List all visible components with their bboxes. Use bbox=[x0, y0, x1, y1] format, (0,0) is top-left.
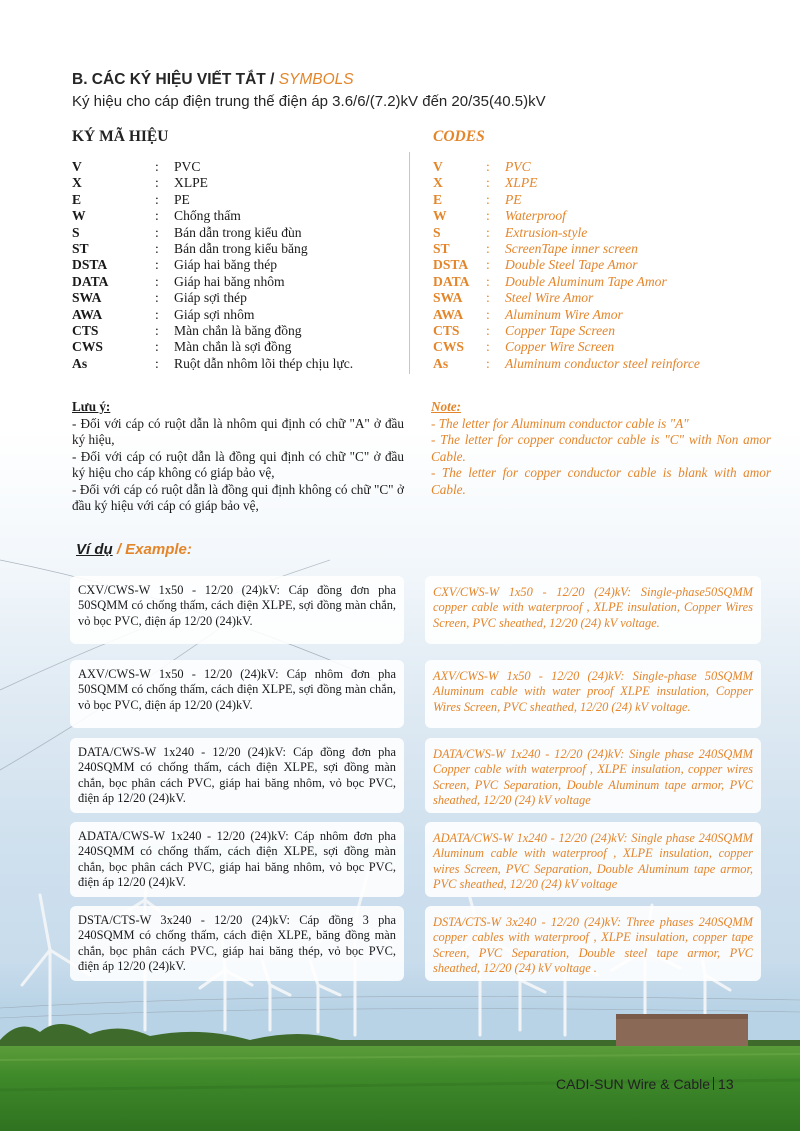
code-row: CTS : Màn chắn là băng đồng bbox=[72, 322, 302, 338]
note-line: - Đối với cáp có ruột dẫn là đồng qui định không có chữ "C" ở đầu ký hiệu với cáp có giáp bảo vệ, bbox=[72, 481, 404, 513]
note-en bbox=[431, 399, 771, 498]
section-title-vn: B. CÁC KÝ HIỆU VIẾT TẮT / bbox=[72, 71, 279, 88]
example-box-en-1: CXV/CWS-W 1x50 - 12/20 (24)kV: Single-phase50SQMM copper cable with waterproof , XLPE insulation, Copper Wires Screen, PVC sheathed, 12/20 (24) kV voltage. bbox=[425, 576, 761, 644]
footer-brand: CADI-SUN Wire & Cable bbox=[556, 1076, 711, 1092]
code-row: As : Aluminum conductor steel reinforce bbox=[433, 355, 700, 371]
footer-separator bbox=[713, 1077, 714, 1090]
note-line: - The letter for copper conductor cable is "C" with Non amor Cable. bbox=[431, 432, 771, 464]
codes-heading-en: CODES bbox=[433, 128, 485, 145]
code-row: W : Chống thấm bbox=[72, 208, 241, 224]
codes-list-vn bbox=[72, 159, 353, 372]
code-row: SWA : Giáp sợi thép bbox=[72, 290, 247, 306]
example-box-vn-4: ADATA/CWS-W 1x240 - 12/20 (24)kV: Cáp nhôm đơn pha 240SQMM có chống thấm, cách điện XLPE, sợi đồng màn chắn, bọc phân cách PVC, giáp hai băng nhôm, vỏ bọc PVC, điện áp 12/20 (24)kV. bbox=[70, 822, 404, 897]
code-row: X : XLPE bbox=[72, 175, 208, 191]
codes-list-en bbox=[433, 159, 700, 372]
note-vn bbox=[72, 399, 404, 515]
code-row: DSTA : Giáp hai băng thép bbox=[72, 257, 278, 273]
code-row: V : PVC bbox=[72, 159, 201, 174]
examples-heading-en: / Example: bbox=[112, 541, 192, 558]
code-row: ST : Bán dẫn trong kiểu băng bbox=[72, 240, 308, 256]
codes-heading-vn: KÝ MÃ HIỆU bbox=[72, 128, 169, 145]
code-row: DSTA : Double Steel Tape Amor bbox=[433, 257, 638, 273]
example-box-vn-5: DSTA/CTS-W 3x240 - 12/20 (24)kV: Cáp đồng 3 pha 240SQMM có chống thấm, cách điện XLPE, băng đồng màn chắn, bọc phân cách PVC, giáp hai băng thép, vỏ bọc PVC, điện áp 12/20 (24)kV. bbox=[70, 906, 404, 981]
code-row: DATA : Double Aluminum Tape Amor bbox=[433, 273, 667, 289]
code-row: CWS : Copper Wire Screen bbox=[433, 339, 615, 355]
note-title-en: Note: bbox=[431, 399, 462, 414]
code-row: S : Extrusion-style bbox=[433, 224, 588, 240]
code-row: E : PE bbox=[433, 191, 522, 207]
example-box-en-3: DATA/CWS-W 1x240 - 12/20 (24)kV: Single phase 240SQMM Copper cable with waterproof , XLPE insulation, copper wires Screen, PVC Separation, Double Aluminum tape armor, PVC sheathed, 12/20 (24) kV voltage bbox=[425, 738, 761, 813]
examples-heading-vn: Ví dụ bbox=[76, 541, 113, 558]
note-line: - Đối với cáp có ruột dẫn là đồng qui định có chữ "C" ở đầu ký hiệu cho cáp không có giáp bảo vệ, bbox=[72, 448, 404, 480]
example-box-vn-1: CXV/CWS-W 1x50 - 12/20 (24)kV: Cáp đồng đơn pha 50SQMM có chống thấm, cách điện XLPE, sợi đồng màn chắn, vỏ bọc PVC, điện áp 12/20 (24)kV. bbox=[70, 576, 404, 644]
example-box-vn-3: DATA/CWS-W 1x240 - 12/20 (24)kV: Cáp đồng đơn pha 240SQMM có chống thấm, cách điện XLPE, sợi đồng màn chắn, bọc phân cách PVC, giáp hai băng nhôm, vỏ bọc PVC, điện áp 12/20 (24)kV. bbox=[70, 738, 404, 813]
examples-heading bbox=[76, 541, 192, 558]
code-row: ST : ScreenTape inner screen bbox=[433, 240, 638, 256]
code-row: X : XLPE bbox=[433, 175, 538, 191]
code-row: E : PE bbox=[72, 191, 190, 207]
example-box-en-4: ADATA/CWS-W 1x240 - 12/20 (24)kV: Single phase 240SQMM Aluminum cable with waterproof , XLPE insulation, copper wires Screen, PVC Separation, Double Aluminum tape armor, PVC sheathed, 12/20 (24) kV voltage bbox=[425, 822, 761, 897]
code-row: W : Waterproof bbox=[433, 208, 566, 224]
section-title bbox=[72, 71, 354, 89]
note-line: - Đối với cáp có ruột dẫn là nhôm qui định có chữ "A" ở đầu ký hiệu, bbox=[72, 415, 404, 447]
code-row: S : Bán dẫn trong kiểu đùn bbox=[72, 224, 302, 240]
code-row: SWA : Steel Wire Amor bbox=[433, 290, 594, 306]
code-row: DATA : Giáp hai băng nhôm bbox=[72, 273, 285, 289]
code-row: CTS : Copper Tape Screen bbox=[433, 322, 615, 338]
note-title-vn: Lưu ý: bbox=[72, 399, 111, 414]
page-footer bbox=[556, 1076, 734, 1092]
note-line: - The letter for copper conductor cable is blank with amor Cable. bbox=[431, 465, 771, 497]
example-box-vn-2: AXV/CWS-W 1x50 - 12/20 (24)kV: Cáp nhôm đơn pha 50SQMM có chống thấm, cách điện XLPE, sợi đồng màn chắn, vỏ bọc PVC, điện áp 12/20 (24)kV. bbox=[70, 660, 404, 728]
code-row: V : PVC bbox=[433, 159, 531, 174]
code-row: As : Ruột dẫn nhôm lõi thép chịu lực. bbox=[72, 355, 354, 371]
example-box-en-2: AXV/CWS-W 1x50 - 12/20 (24)kV: Single-phase 50SQMM Aluminum cable with water proof XLPE insulation, Copper Wires Screen, PVC sheathed, 12/20 (24) kV voltage. bbox=[425, 660, 761, 728]
page-number: 13 bbox=[718, 1076, 734, 1092]
note-line: - The letter for Aluminum conductor cable is "A" bbox=[431, 415, 689, 431]
code-row: CWS : Màn chắn là sợi đồng bbox=[72, 339, 292, 355]
code-row: AWA : Aluminum Wire Amor bbox=[433, 306, 623, 322]
example-box-en-5: DSTA/CTS-W 3x240 - 12/20 (24)kV: Three phases 240SQMM copper cables with waterproof , XLPE insulation, copper tape Screen, PVC Separation, Double steel tape armor, PVC sheathed, 12/20 (24) kV voltage . bbox=[425, 906, 761, 981]
column-divider bbox=[409, 152, 410, 374]
code-row: AWA : Giáp sợi nhôm bbox=[72, 306, 255, 322]
section-title-en: SYMBOLS bbox=[278, 71, 354, 88]
section-subtitle: Ký hiệu cho cáp điện trung thế điện áp 3.6/6/(7.2)kV đến 20/35(40.5)kV bbox=[72, 93, 546, 110]
